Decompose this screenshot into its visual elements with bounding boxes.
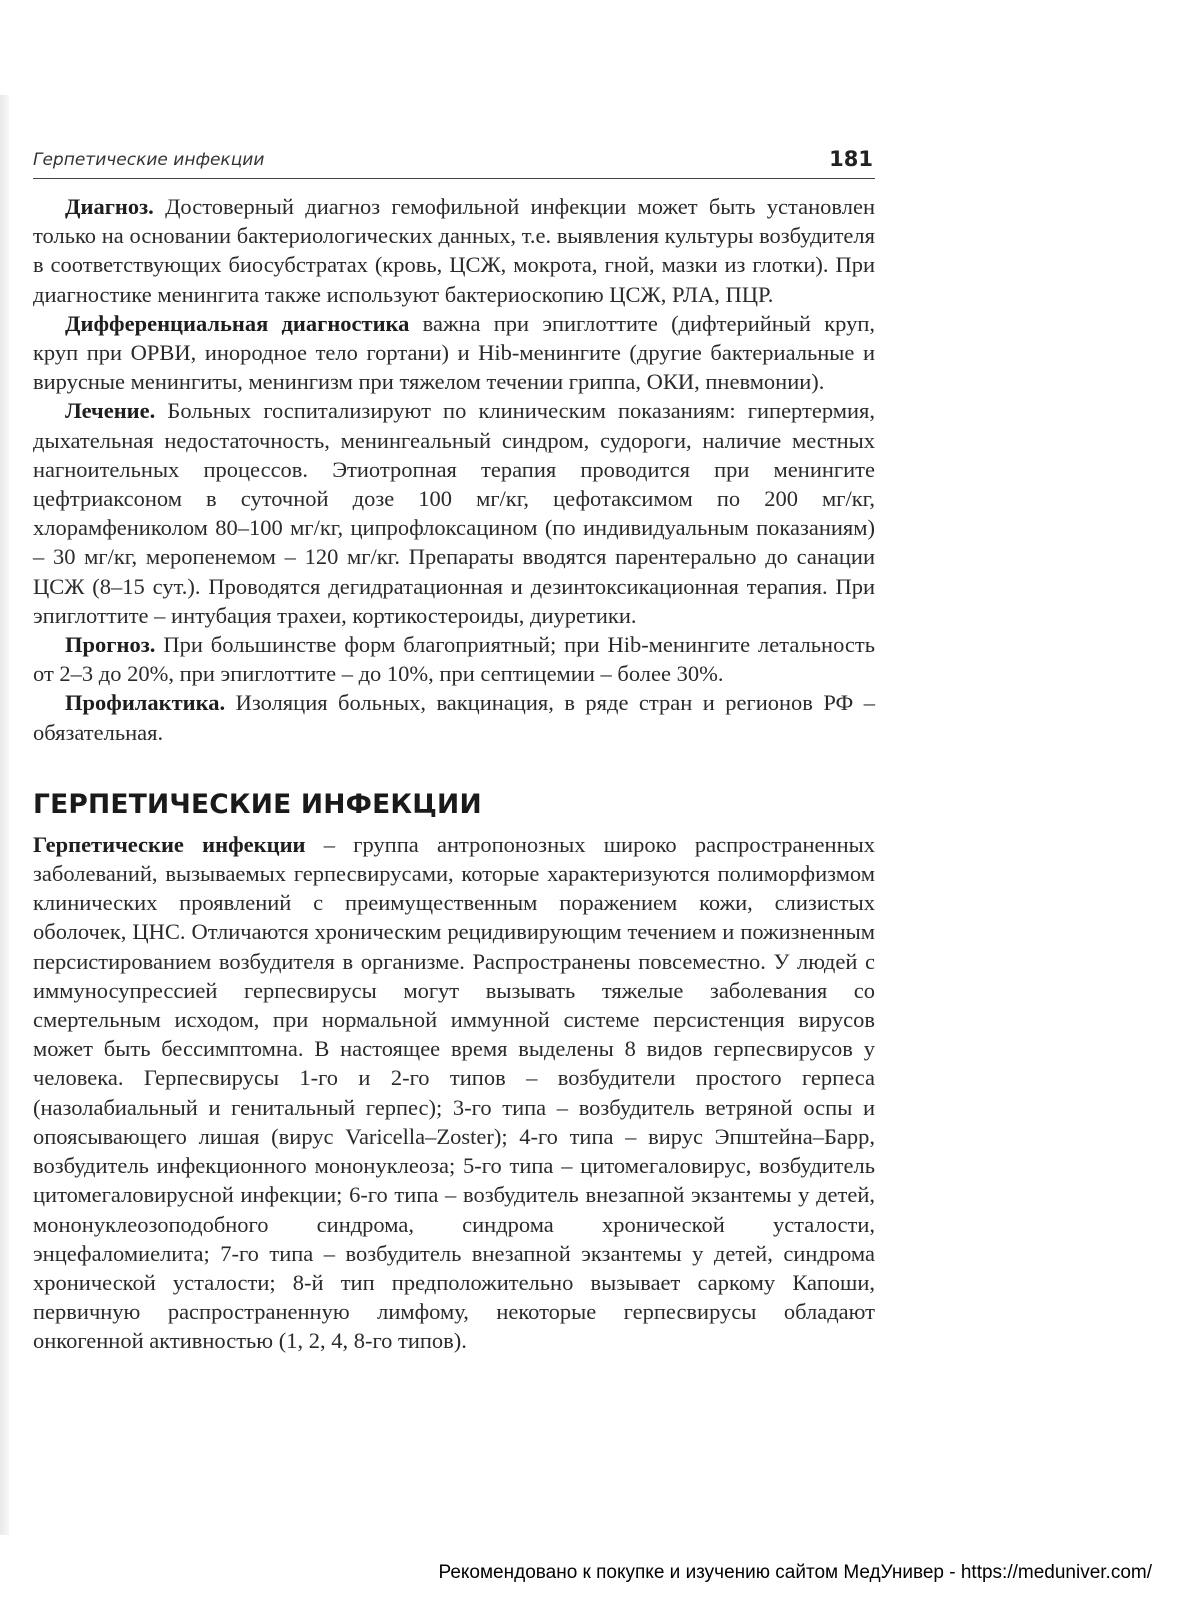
section-heading: ГЕРПЕТИЧЕСКИЕ ИНФЕКЦИИ [33,788,482,820]
paragraph-text: Больных госпитализируют по клиническим показаниям: гипертермия, дыхательная недостаточность, менингеальный синдром, судороги, наличие местных нагноительных процессов. Этиотропная терапия проводится при менингите цефтриаксоном в суточной дозе 100 мг/кг, цефотаксимом по 200 мг/кг, хлорамфениколом 80–100 мг/кг, ципрофлоксацином (по индивидуальным показаниям) – 30 мг/кг, меропенемом – 120 мг/кг. Препараты вводятся парентерально до санации ЦСЖ (8–15 сут.). Проводятся дегидратационная и дезинтоксикационная терапия. При эпиглоттите – интубация трахеи, кортикостероиды, диуретики. [33,398,875,628]
paragraph-text: При большинстве форм благоприятный; при Hib-менингите летальность от 2–3 до 20%, при эпиглоттите – до 10%, при септицемии – более 30%. [33,632,875,687]
paragraph-lead: Прогноз. [65,632,156,658]
paragraph-lead: Герпетические инфекции [33,831,306,857]
paragraph-text: Изоляция больных, вакцинация, в ряде стран и регионов РФ – обязательная. [33,690,875,745]
paragraph-text: – группа антропонозных широко распространенных заболеваний, вызываемых герпесвирусами, которые характеризуются полиморфизмом клинических проявлений с преимущественным поражением кожи, слизистых оболочек, ЦНС. Отличаются хроническим рецидивирующим течением и пожизненным персистированием возбудителя в организме. Распространены повсеместно. У людей с иммуносупрессией герпесвирусы могут вызывать тяжелые заболевания со смертельным исходом, при нормальной иммунной системе персистенция вирусов может быть бессимптомна. В настоящее время выделены 8 видов герпесвирусов у человека. Герпесвирусы 1-го и 2-го типов – возбудители простого герпеса (назолабиальный и генитальный герпес); 3-го типа – возбудитель ветряной оспы и опоясывающего лишая (вирус Varicella–Zoster); 4-го типа – вирус Эпштейна–Барр, возбудитель инфекционного мононуклеоза; 5-го типа – цитомегаловирус, возбудитель цитомегаловирусной инфекции; 6-го типа – возбудитель внезапной экзантемы у детей, мононуклеозоподобного синдрома, синдрома хронической усталости, энцефаломиелита; 7-го типа – возбудитель внезапной экзантемы у детей, синдрома хронической усталости; 8-й тип предположительно вызывает саркому Капоши, первичную распространенную лимфому, некоторые герпесвирусы обладают онкогенной активностью (1, 2, 4, 8-го типов). [33,831,875,1354]
page-body [33,188,875,1356]
paragraph-treatment [33,396,875,630]
running-header [33,148,875,179]
paragraph-lead: Диагноз. [65,194,154,219]
paragraph-lead: Лечение. [65,398,156,424]
scan-edge-shadow [0,95,9,1535]
paragraph-lead: Дифференциальная диагностика [65,310,410,336]
paragraph-prognosis [33,630,875,688]
paragraph-herpes-intro [33,830,875,1356]
paragraph-diagnosis [33,192,875,309]
paragraph-differential-diagnosis [33,309,875,397]
paragraph-prevention [33,688,875,746]
paragraph-text: важна при эпиглоттите (дифтерийный круп, круп при ОРВИ, инородное тело гортани) и Hib-менингите (другие бактериальные и вирусные менингиты, менингизм при тяжелом течении гриппа, ОКИ, пневмонии). [33,310,875,395]
running-header-section: Герпетические инфекции [33,150,265,170]
page-number: 181 [829,147,873,171]
footer-recommendation: Рекомендовано к покупке и изучению сайтом МедУнивер - https://meduniver.com/ [438,1562,1152,1583]
paragraph-text: Достоверный диагноз гемофильной инфекции может быть установлен только на основании бактериологических данных, т.е. выявления культуры возбудителя в соответствующих биосубстратах (кровь, ЦСЖ, мокрота, гной, мазки из глотки). При диагностике менингита также используют бактериоскопию ЦСЖ, РЛА, ПЦР. [33,194,875,307]
paragraph-lead: Профилактика. [65,690,226,716]
